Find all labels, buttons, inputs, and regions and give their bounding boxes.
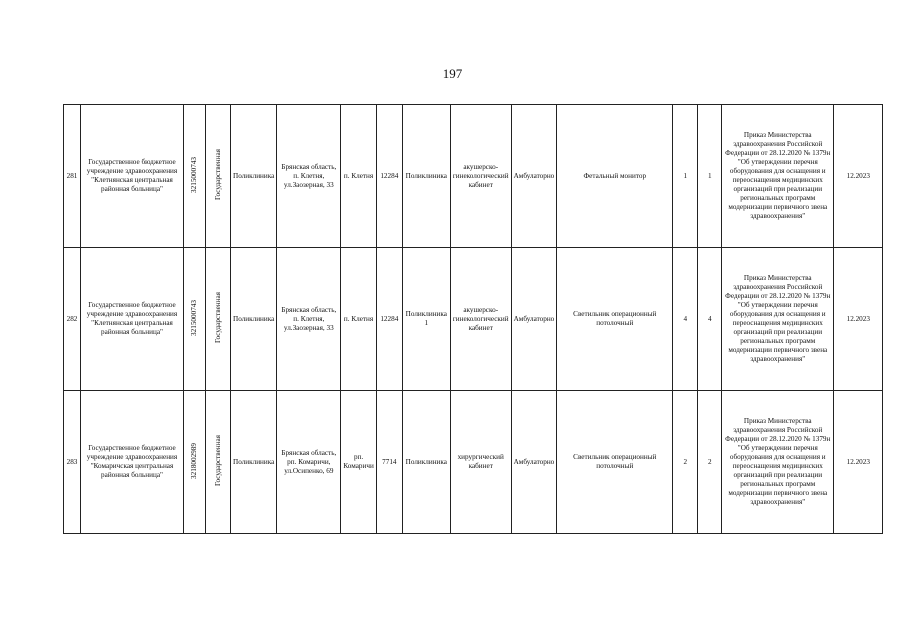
equipment-table: [63, 104, 883, 534]
care-form: Амбулаторно: [513, 314, 555, 323]
address: Брянская область, рп. Комаричи, ул.Осипенко, 69: [281, 448, 337, 475]
organization-name-cell: [81, 105, 184, 248]
address: Брянская область, п. Клетня, ул.Заозерная, 33: [281, 305, 337, 332]
legal-basis: Приказ Министерства здравоохранения Российской Федерации от 28.12.2020 № 1379н "Об утверждении перечня оборудования для оснащения и переоснащения медицинских организаций при реализации региональных программ модернизации первичного звена здравоохранения": [725, 417, 831, 506]
delivery-date: 12.2023: [846, 314, 870, 323]
delivery-date-cell: [834, 248, 883, 391]
row-number-cell: [64, 248, 81, 391]
subdivision: Поликлиника 1: [405, 310, 447, 327]
cabinet: акушерско-гинекологический кабинет: [452, 305, 509, 332]
quantity-required: 1: [683, 171, 688, 180]
department-type: Поликлиника: [233, 457, 275, 466]
equipment-name-cell: [557, 105, 673, 248]
subdivision-cell: [402, 105, 450, 248]
quantity-required: 2: [683, 457, 688, 466]
care-form: Амбулаторно: [513, 171, 555, 180]
locality-code: 12284: [380, 314, 399, 323]
care-form-cell: [511, 248, 557, 391]
table-row: [64, 105, 883, 248]
address-cell: [277, 391, 341, 534]
legal-basis-cell: [722, 391, 834, 534]
locality-code-cell: [376, 105, 402, 248]
department-type: Поликлиника: [233, 314, 275, 323]
address: Брянская область, п. Клетня, ул.Заозерная, 33: [281, 162, 337, 189]
organization-name: Государственное бюджетное учреждение здравоохранения "Клетнянская центральная районная больница": [86, 158, 178, 193]
legal-basis-cell: [722, 105, 834, 248]
quantity-planned-cell: [698, 391, 722, 534]
row-number: 281: [66, 171, 78, 180]
locality-code-cell: [376, 248, 402, 391]
equipment-name-cell: [557, 391, 673, 534]
department-type-cell: [231, 391, 277, 534]
delivery-date-cell: [834, 105, 883, 248]
legal-basis: Приказ Министерства здравоохранения Российской Федерации от 28.12.2020 № 1379н "Об утверждении перечня оборудования для оснащения и переоснащения медицинских организаций при реализации региональных программ модернизации первичного звена здравоохранения": [725, 274, 831, 363]
subdivision: Поликлиника: [405, 457, 447, 466]
quantity-planned-cell: [698, 105, 722, 248]
quantity-planned: 2: [707, 457, 712, 466]
row-number: 283: [66, 457, 78, 466]
quantity-planned-cell: [698, 248, 722, 391]
care-form-cell: [511, 391, 557, 534]
care-form-cell: [511, 105, 557, 248]
organization-name: Государственное бюджетное учреждение здравоохранения "Комаричская центральная районная больница": [86, 444, 178, 479]
locality-cell: [341, 105, 376, 248]
locality: рп. Комаричи: [343, 453, 374, 470]
equipment-name: Светильник операционный потолочный: [573, 453, 657, 470]
quantity-required-cell: [673, 248, 698, 391]
cabinet: хирургический кабинет: [457, 453, 504, 470]
row-number: 282: [66, 314, 78, 323]
cabinet-cell: [450, 105, 511, 248]
department-type: Поликлиника: [233, 171, 275, 180]
care-form: Амбулаторно: [513, 457, 555, 466]
department-type-cell: [231, 105, 277, 248]
address-cell: [277, 248, 341, 391]
locality-code: 7714: [382, 457, 397, 466]
cabinet-cell: [450, 391, 511, 534]
equipment-name-cell: [557, 248, 673, 391]
organization-name-cell: [81, 391, 184, 534]
page-number: 197: [442, 66, 463, 81]
locality: п. Клетня: [343, 314, 374, 323]
subdivision-cell: [402, 248, 450, 391]
quantity-required: 4: [683, 314, 688, 323]
inn-code: 3215000743: [190, 156, 198, 193]
ownership-type: Государственная: [213, 148, 222, 201]
organization-name: Государственное бюджетное учреждение здравоохранения "Клетнянская центральная районная больница": [86, 301, 178, 336]
legal-basis-cell: [722, 248, 834, 391]
quantity-required-cell: [673, 391, 698, 534]
locality-code-cell: [376, 391, 402, 534]
quantity-required-cell: [673, 105, 698, 248]
ownership-type-cell: [206, 391, 231, 534]
table-row: [64, 391, 883, 534]
department-type-cell: [231, 248, 277, 391]
inn-code-cell: [184, 105, 206, 248]
locality-cell: [341, 248, 376, 391]
legal-basis: Приказ Министерства здравоохранения Российской Федерации от 28.12.2020 № 1379н "Об утверждении перечня оборудования для оснащения и переоснащения медицинских организаций при реализации региональных программ модернизации первичного звена здравоохранения": [725, 131, 831, 220]
inn-code: 3215000743: [190, 299, 198, 336]
locality-cell: [341, 391, 376, 534]
inn-code-cell: [184, 248, 206, 391]
ownership-type-cell: [206, 248, 231, 391]
delivery-date-cell: [834, 391, 883, 534]
inn-code-cell: [184, 391, 206, 534]
locality: п. Клетня: [343, 171, 374, 180]
subdivision: Поликлиника: [405, 171, 447, 180]
cabinet-cell: [450, 248, 511, 391]
delivery-date: 12.2023: [846, 457, 870, 466]
equipment-name: Фетальный монитор: [583, 171, 647, 180]
delivery-date: 12.2023: [846, 171, 870, 180]
table-row: [64, 248, 883, 391]
locality-code: 12284: [380, 171, 399, 180]
organization-name-cell: [81, 248, 184, 391]
quantity-planned: 1: [707, 171, 712, 180]
address-cell: [277, 105, 341, 248]
cabinet: акушерско-гинекологический кабинет: [452, 162, 509, 189]
row-number-cell: [64, 391, 81, 534]
quantity-planned: 4: [707, 314, 712, 323]
ownership-type: Государственная: [213, 434, 222, 487]
ownership-type: Государственная: [213, 291, 222, 344]
ownership-type-cell: [206, 105, 231, 248]
inn-code: 3218002989: [190, 442, 198, 479]
row-number-cell: [64, 105, 81, 248]
subdivision-cell: [402, 391, 450, 534]
equipment-name: Светильник операционный потолочный: [573, 310, 657, 327]
